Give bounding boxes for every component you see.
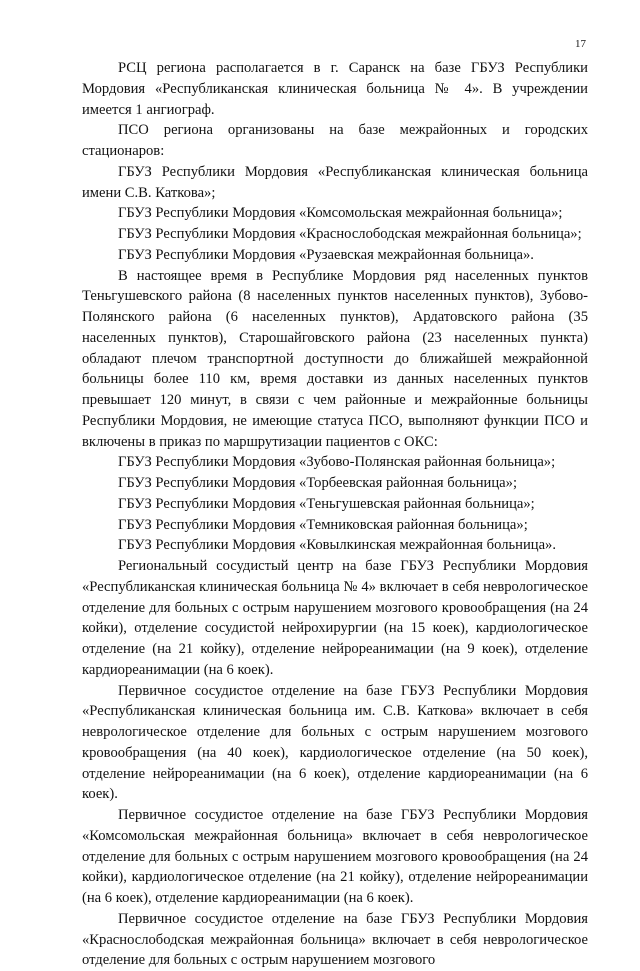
list-item-hospital-tengushevo: ГБУЗ Республики Мордовия «Теньгушевская районная больница»; (118, 495, 535, 512)
paragraph-rsc-location: РСЦ региона располагается в г. Саранск на базе ГБУЗ Республики Мордовия «Республиканская клиническая больница № 4». В учреждении имеется 1 ангиограф. (82, 60, 588, 118)
list-item-hospital-temnikov: ГБУЗ Республики Мордовия «Темниковская районная больница»; (118, 516, 528, 533)
list-item-hospital-kovylkino: ГБУЗ Республики Мордовия «Ковылкинская межрайонная больница». (118, 537, 556, 554)
paragraph-rsc-structure: Региональный сосудистый центр на базе ГБУЗ Республики Мордовия «Республиканская клиническая больница № 4» включает в себя неврологическое отделение для больных с острым нарушением мозгового кровообращения (на 24 койки), отделение сосудистой нейрохирургии (на 15 коек), кардиологическое отделение (на 21 койку), отделение нейрореанимации (на 9 коек), отделение кардиореанимации (на 6 коек). (82, 558, 588, 678)
paragraph-pso-krasnoslobodsk-structure: Первичное сосудистое отделение на базе ГБУЗ Республики Мордовия «Краснослободская межрайонная больница» включает в себя неврологическое отделение для больных с острым нарушением мозгового (82, 910, 588, 969)
page-number: 17 (575, 38, 586, 50)
paragraph-pso-katkov-structure: Первичное сосудистое отделение на базе ГБУЗ Республики Мордовия «Республиканская клиническая больница им. С.В. Каткова» включает в себя неврологическое отделение для больных с острым нарушением мозгового кровообращения (на 40 коек), кардиологическое отделение (на 50 коек), отделение нейрореанимации (на 6 коек), отделение кардиореанимации (на 6 коек). (82, 682, 588, 803)
paragraph-transport-access: В настоящее время в Республике Мордовия ряд населенных пунктов Теньгушевского района (8 населенных пунктов населенных пунктов), Зубово-Полянского района (6 населенных пунктов), Ардатовского района (35 населенных пунктов), Старошайговского района (23 населенных пункта) обладают плечом транспортной доступности до ближайшей межрайонной больницы более 110 км, время доставки из данных населенных пунктов превышает 120 минут, в связи с чем районные и межрайонные больницы Республики Мордовия, не имеющие статуса ПСО, выполняют функции ПСО и включены в приказ по маршрутизации пациентов с ОКС: (82, 267, 588, 450)
paragraph-pso-intro: ПСО региона организованы на базе межрайонных и городских стационаров: (82, 122, 588, 159)
list-item-hospital-komsomolsk: ГБУЗ Республики Мордовия «Комсомольская межрайонная больница»; (118, 205, 563, 222)
list-item-hospital-katkov: ГБУЗ Республики Мордовия «Республиканская клиническая больница имени С.В. Каткова»; (82, 163, 588, 201)
list-item-hospital-ruzaevka: ГБУЗ Республики Мордовия «Рузаевская межрайонная больница». (118, 246, 534, 263)
list-item-hospital-torbeevo: ГБУЗ Республики Мордовия «Торбеевская районная больница»; (118, 475, 518, 491)
list-item-hospital-zubova-polyana: ГБУЗ Республики Мордовия «Зубово-Полянская районная больница»; (118, 454, 556, 471)
list-item-hospital-krasnoslobodsk: ГБУЗ Республики Мордовия «Краснослободская межрайонная больница»; (118, 226, 582, 242)
paragraph-pso-komsomolsk-structure: Первичное сосудистое отделение на базе ГБУЗ Республики Мордовия «Комсомольская межрайонная больница» включает в себя неврологическое отделение для больных с острым нарушением мозгового кровообращения (на 24 койки), кардиологическое отделение (на 21 койку), отделение нейрореанимации (на 6 коек), отделение кардиореанимации (на 6 коек). (82, 807, 588, 906)
body-text (82, 58, 588, 971)
